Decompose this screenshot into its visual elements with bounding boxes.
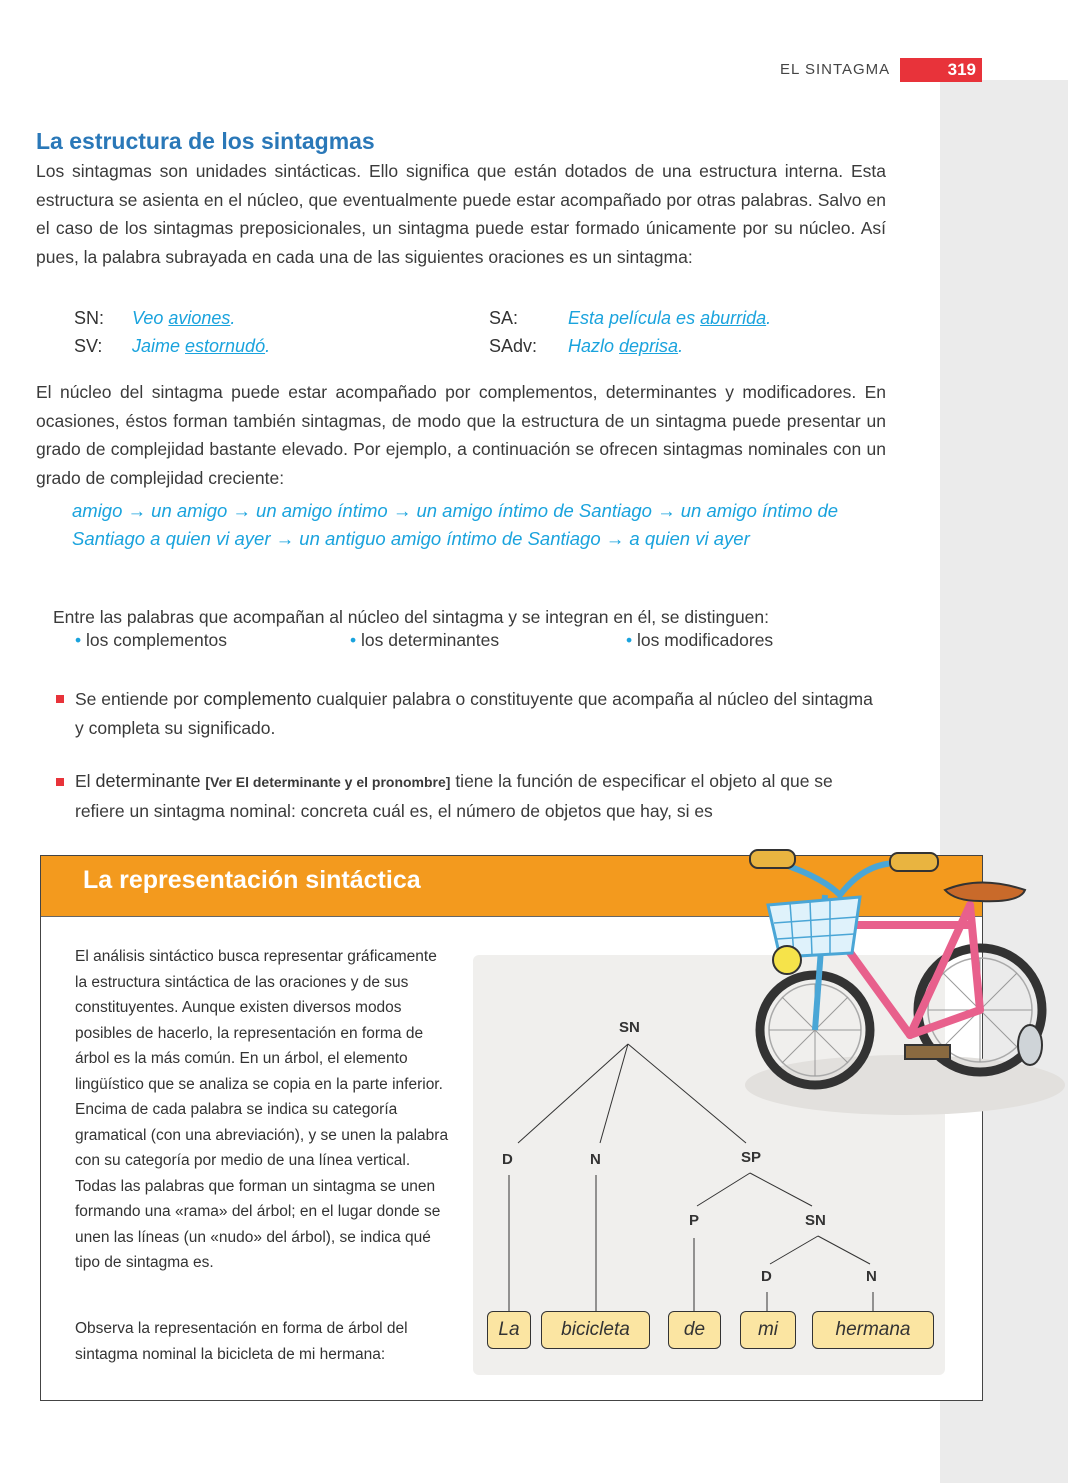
example-sentence: Veo aviones. <box>132 308 236 328</box>
node-p: P <box>689 1212 700 1229</box>
word-la: La <box>487 1311 531 1349</box>
complexity-paragraph: El núcleo del sintagma puede estar acompañado por complementos, determinantes y modificadores. En ocasiones, éstos forman también sintagmas, de modo que la estructura de un sintagma puede presentar un grado de complejidad bastante elevado. Por ejemplo, a continuación se ofrecen sintagmas nominales con un grado de complejidad creciente: <box>36 382 886 488</box>
section-title: La estructura de los sintagmas <box>36 128 375 154</box>
example-sentence: Esta película es aburrida. <box>568 308 772 328</box>
box-explanation: El análisis sintáctico busca representar gráficamente la estructura sintáctica de las oraciones y de sus constituyentes. Aunque existen diversos modos posibles de hacerlo, la representación en forma de árbol es la más común. En un árbol, el elemento lingüístico que se analiza se copia en la parte inferior. Encima de cada palabra se indica su categoría gramatical (con una abreviación), y se unen la palabra con su categoría por medio de una línea vertical. Todas las palabras que forman un sintagma se unen formando una «rama» del árbol; en el lugar donde se unen las líneas (un «nudo» del árbol), se indica qué tipo de sintagma es. <box>75 948 449 1271</box>
node-sn-root: SN <box>619 1019 640 1036</box>
definition-determinante: El determinante [Ver El determinante y el pronombre] tiene la función de especificar el objeto al que se refiere un sintagma nominal: concreta cuál es, el número de objetos que hay, si es <box>75 771 833 821</box>
page-number: 319 <box>900 58 982 82</box>
intro-paragraph: Los sintagmas son unidades sintácticas. Ello significa que están dotados de una estructura interna. Esta estructura se asienta en el núcleo, que eventualmente puede estar acompañado por otras palabras. Salvo en el caso de los sintagmas preposicionales, un sintagma puede estar formado únicamente por su núcleo. Así pues, la palabra subrayada en cada una de las siguientes oraciones es un sintagma: <box>36 161 886 267</box>
node-d-inner: D <box>761 1268 772 1285</box>
example-sentence: Jaime estornudó. <box>132 336 271 356</box>
example-label: SAdv: <box>489 336 538 356</box>
word-hermana: hermana <box>812 1311 934 1349</box>
bullet-determinantes: • los determinantes <box>350 630 500 650</box>
term-complemento: complemento <box>203 689 312 709</box>
node-sp: SP <box>741 1149 762 1166</box>
node-d: D <box>502 1151 513 1168</box>
box-instruction: Observa la representación en forma de árbol del sintagma nominal la bicicleta de mi hermana: <box>75 1320 408 1363</box>
bullet-modificadores: • los modificadores <box>626 630 774 650</box>
elements-paragraph: Entre las palabras que acompañan al núcleo del sintagma y se integran en él, se distinguen: <box>53 607 770 627</box>
complexity-chain: amigo → un amigo → un amigo íntimo → un amigo íntimo de Santiago → un amigo íntimo de Santiago a quien vi ayer → un antiguo amigo íntimo de Santiago → a quien vi ayer <box>72 500 839 549</box>
example-label: SA: <box>489 308 519 328</box>
node-n: N <box>590 1151 601 1168</box>
bullet-complementos: • los complementos <box>75 630 228 650</box>
node-n-inner: N <box>866 1268 877 1285</box>
example-sentence: Hazlo deprisa. <box>568 336 684 356</box>
word-de: de <box>668 1311 721 1349</box>
cross-reference: [Ver El determinante y el pronombre] <box>205 774 451 790</box>
bicycle-illustration <box>740 835 1068 1120</box>
example-label: SN: <box>74 308 105 328</box>
node-sn-inner: SN <box>805 1212 826 1229</box>
word-bicicleta: bicicleta <box>541 1311 650 1349</box>
box-title: La representación sintáctica <box>83 866 421 894</box>
term-determinante: determinante <box>95 771 201 791</box>
example-label: SV: <box>74 336 103 356</box>
word-mi: mi <box>740 1311 796 1349</box>
definition-complemento: Se entiende por complemento cualquier palabra o constituyente que acompaña al núcleo del sintagma y completa su significado. <box>75 689 873 738</box>
running-header: EL SINTAGMA <box>780 61 891 78</box>
